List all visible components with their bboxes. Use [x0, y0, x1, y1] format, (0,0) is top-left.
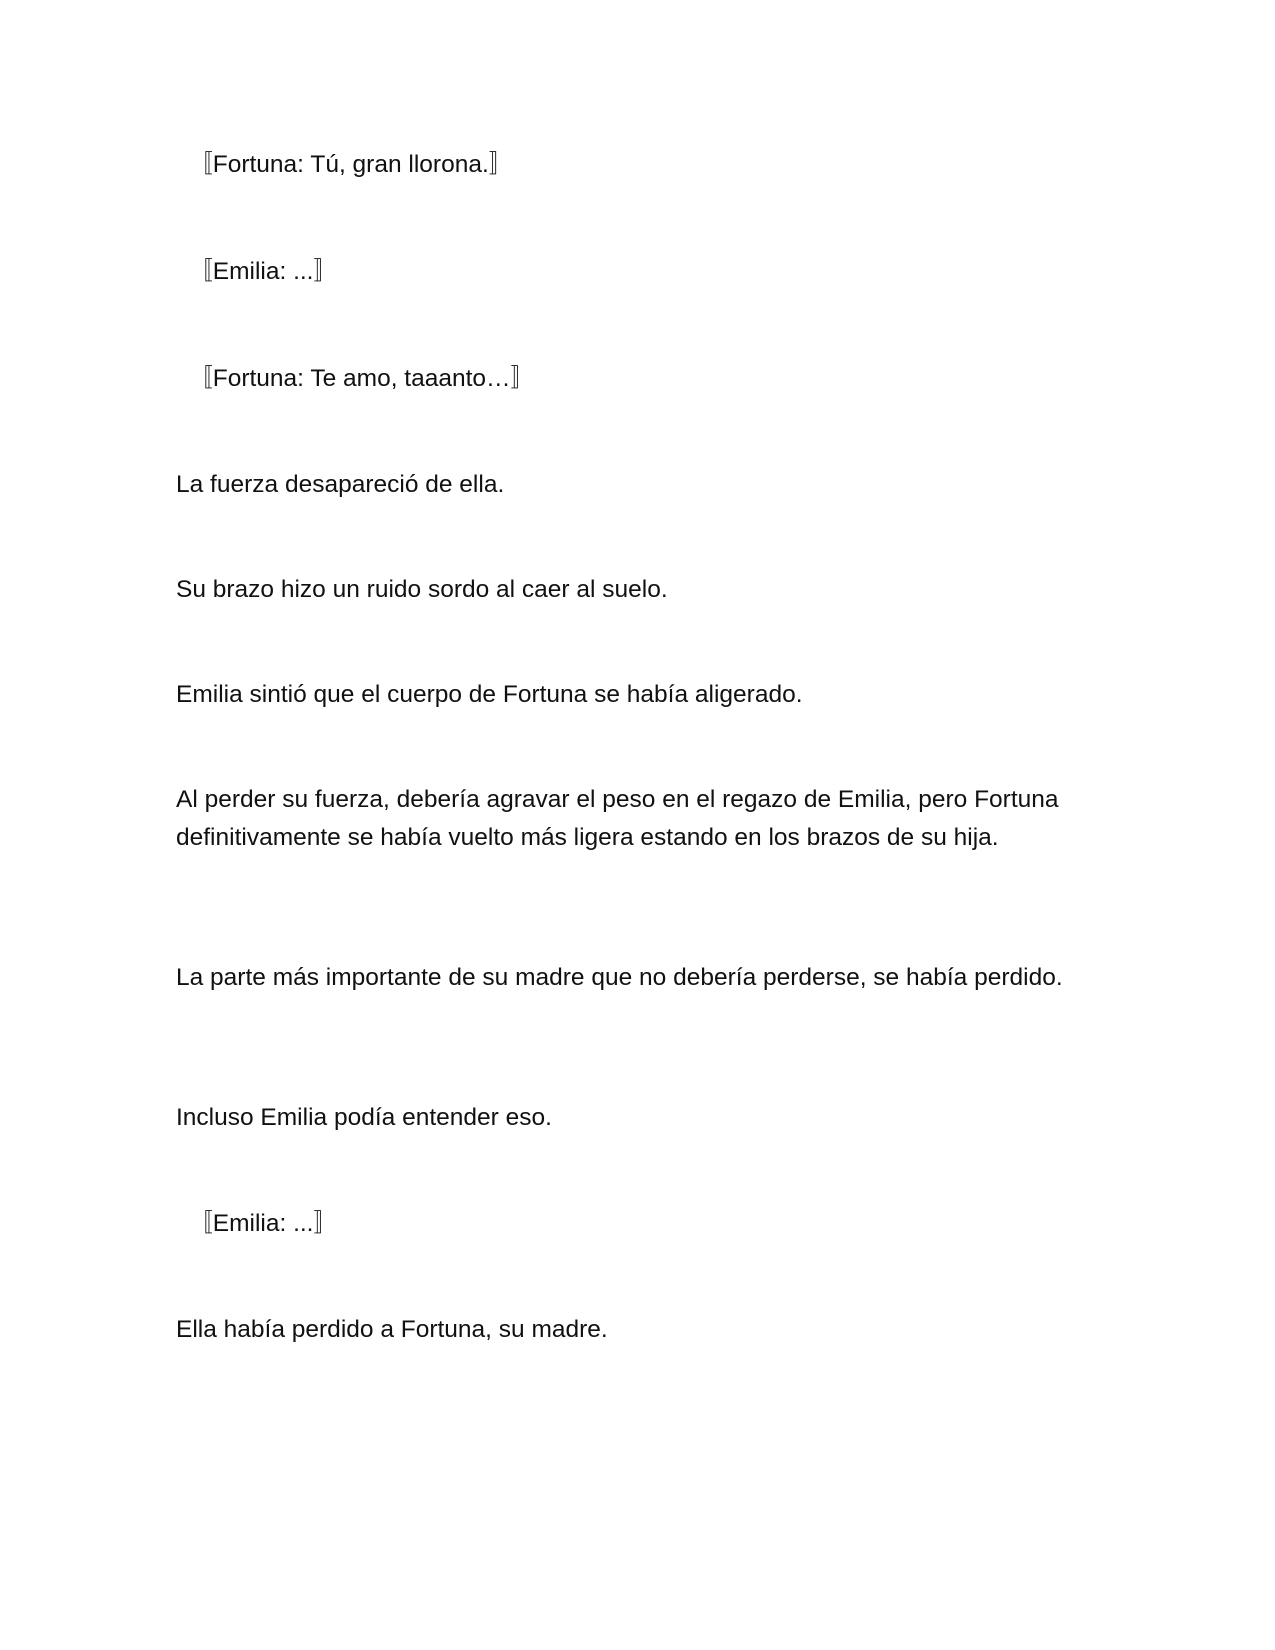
dialogue-fortuna-te-amo: 〚Fortuna: Te amo, taaanto…〛: [176, 365, 536, 392]
dialogue-emilia-silence-1: 〚Emilia: ...〛: [176, 258, 338, 285]
paragraph-fuerza-desaparecio: La fuerza desapareció de ella.: [176, 471, 505, 498]
paragraph-parte-importante: La parte más importante de su madre que no debería perderse, se había perdido.: [176, 964, 1063, 991]
paragraph-emilia-entender: Incluso Emilia podía entender eso.: [176, 1104, 552, 1131]
dialogue-emilia-silence-2: 〚Emilia: ...〛: [176, 1210, 338, 1237]
paragraph-perdido-fortuna: Ella había perdido a Fortuna, su madre.: [176, 1316, 608, 1343]
paragraph-brazo-ruido: Su brazo hizo un ruido sordo al caer al suelo.: [176, 576, 668, 603]
paragraph-cuerpo-aligerado: Emilia sintió que el cuerpo de Fortuna se había aligerado.: [176, 681, 803, 708]
paragraph-perder-fuerza: Al perder su fuerza, debería agravar el peso en el regazo de Emilia, pero Fortuna definitivamente se había vuelto más ligera estando en los brazos de su hija.: [176, 786, 1059, 851]
dialogue-fortuna-llorona: 〚Fortuna: Tú, gran llorona.〛: [176, 151, 514, 178]
